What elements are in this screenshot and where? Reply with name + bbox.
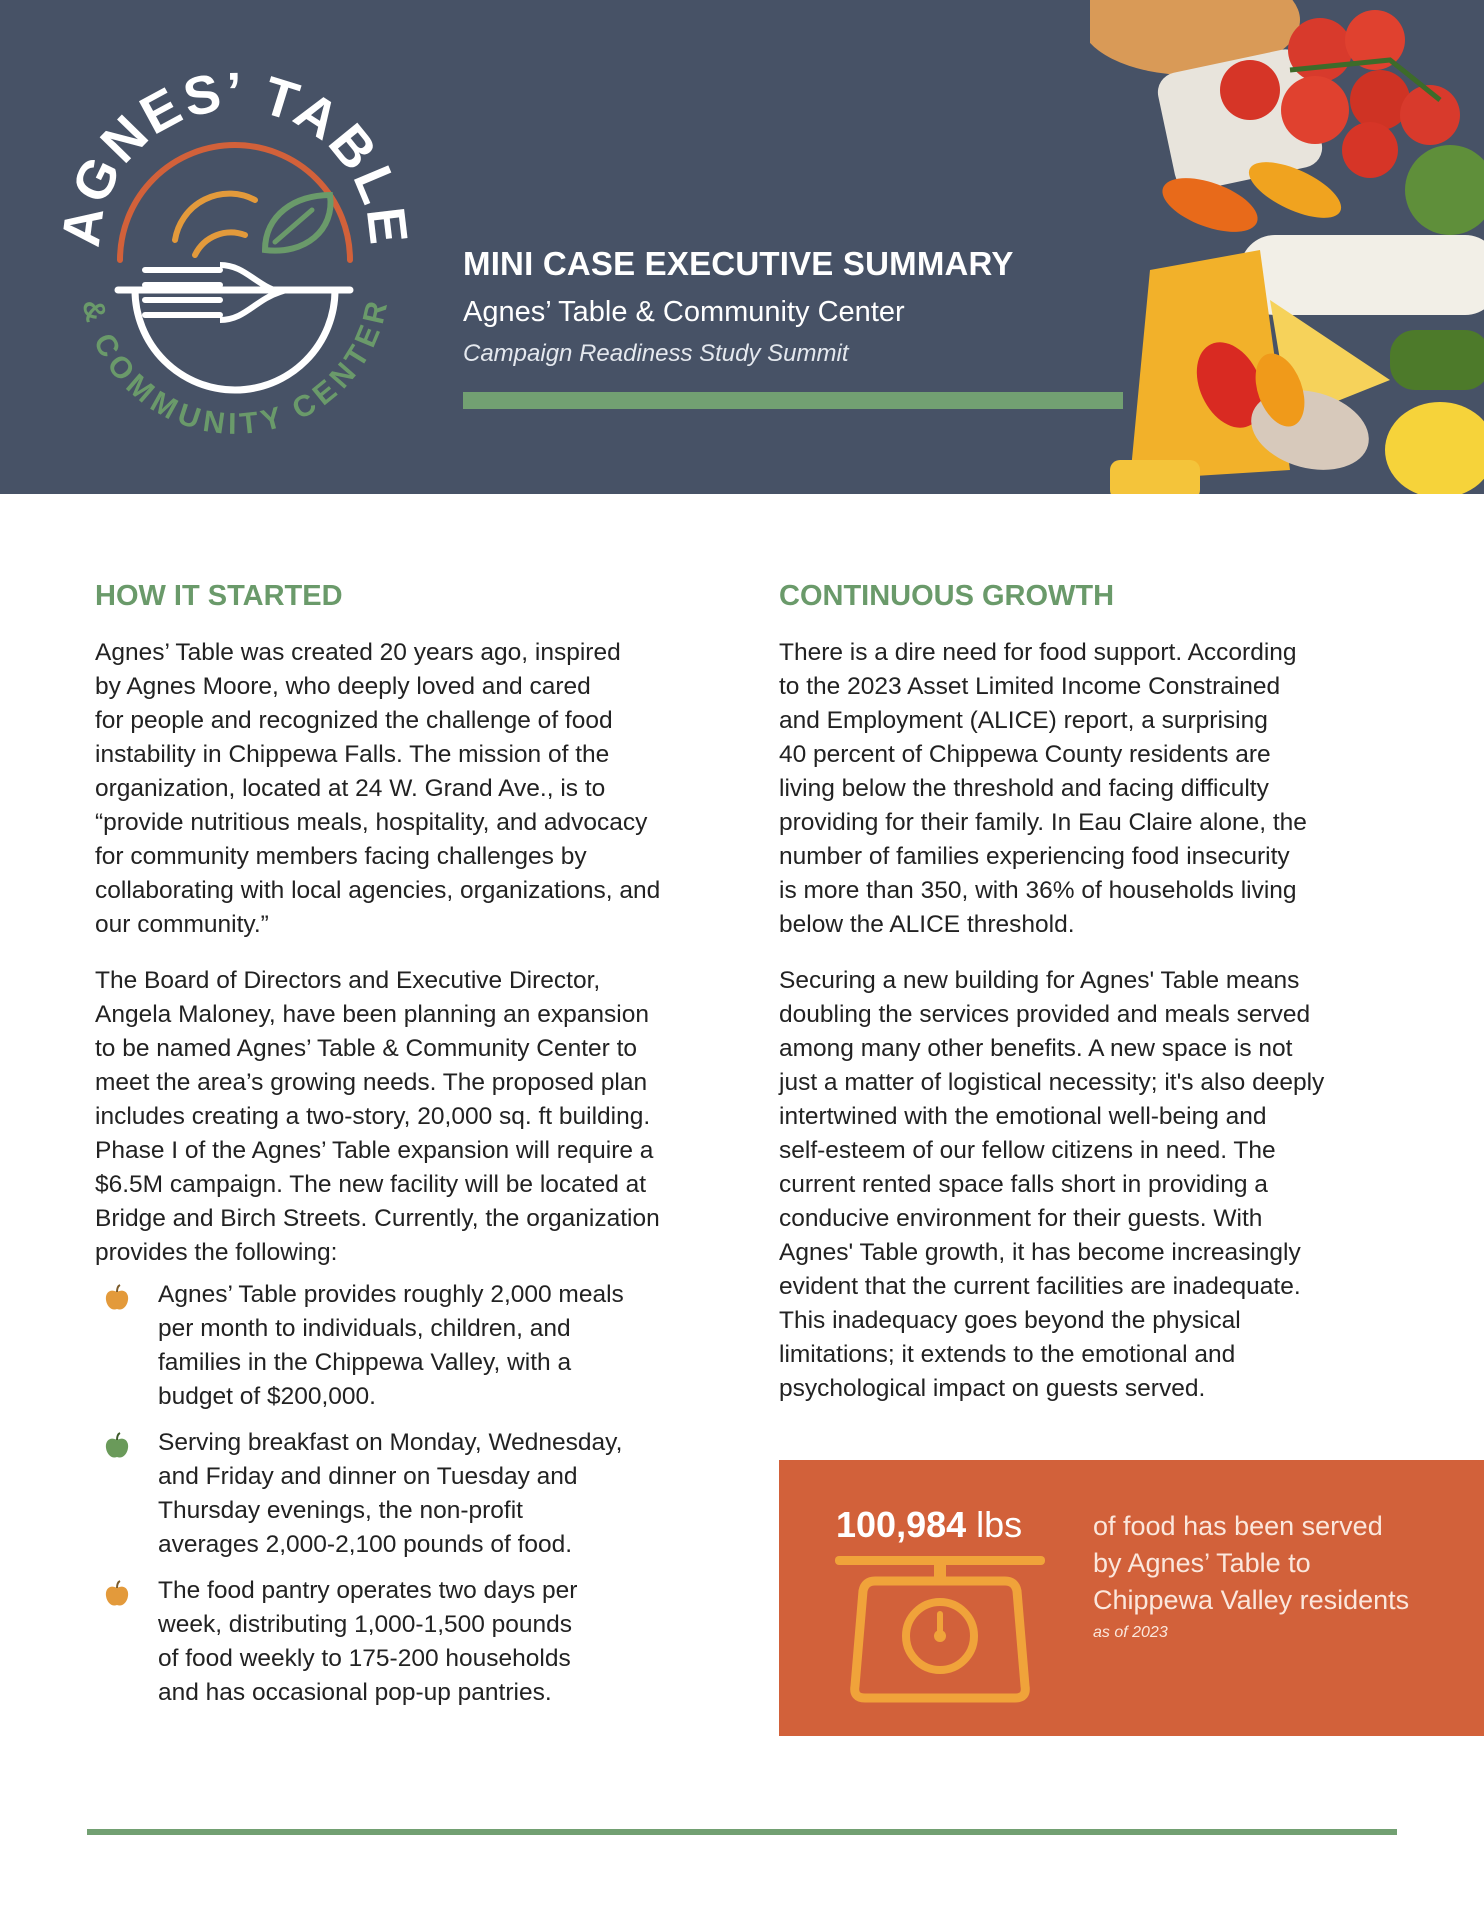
text-line: Agnes’ Table was created 20 years ago, inspired — [95, 639, 621, 666]
text-line: for people and recognized the challenge of food — [95, 707, 613, 734]
text-line: includes creating a two-story, 20,000 sq. ft building. — [95, 1103, 651, 1130]
text-line: Bridge and Birch Streets. Currently, the organization — [95, 1205, 660, 1232]
heading-continuous-growth: CONTINUOUS GROWTH — [779, 580, 1115, 612]
list-item — [95, 1426, 695, 1562]
groceries-image — [1090, 0, 1484, 494]
text-line: and Friday and dinner on Tuesday and — [158, 1463, 578, 1490]
text-line: averages 2,000-2,100 pounds of food. — [158, 1531, 573, 1558]
services-list — [95, 1278, 695, 1722]
event-name: Campaign Readiness Study Summit — [463, 340, 849, 367]
text-line: week, distributing 1,000-1,500 pounds — [158, 1611, 573, 1638]
text-line: provides the following: — [95, 1239, 338, 1266]
heading-how-it-started: HOW IT STARTED — [95, 580, 343, 612]
list-item — [95, 1278, 695, 1414]
text-line: Serving breakfast on Monday, Wednesday, — [158, 1429, 623, 1456]
text-line: There is a dire need for food support. According — [779, 639, 1297, 666]
text-line: “provide nutritious meals, hospitality, and advocacy — [95, 809, 648, 836]
continuous-growth-paragraph-1 — [779, 636, 1419, 942]
text-line: is more than 350, with 36% of households living — [779, 877, 1297, 904]
apple-icon — [104, 1284, 130, 1312]
stat-note: as of 2023 — [1093, 1624, 1168, 1641]
text-line: of food weekly to 175-200 households — [158, 1645, 571, 1672]
agnes-table-logo — [50, 70, 420, 440]
text-line: just a matter of logistical necessity; it's also deeply — [779, 1069, 1325, 1096]
header-banner — [0, 0, 1484, 494]
list-item — [95, 1574, 695, 1710]
text-line: organization, located at 24 W. Grand Ave., is to — [95, 775, 606, 802]
text-line: Angela Maloney, have been planning an expansion — [95, 1001, 649, 1028]
text-line: The Board of Directors and Executive Director, — [95, 967, 601, 994]
page-title: MINI CASE EXECUTIVE SUMMARY — [463, 245, 1014, 282]
text-line: Securing a new building for Agnes' Table means — [779, 967, 1300, 994]
text-line: conducive environment for their guests. With — [779, 1205, 1263, 1232]
text-line: number of families experiencing food insecurity — [779, 843, 1290, 870]
text-line: collaborating with local agencies, organizations, and — [95, 877, 661, 904]
text-line: This inadequacy goes beyond the physical — [779, 1307, 1241, 1334]
svg-text:AGNES’ TABLE — [51, 70, 419, 250]
text-line: Chippewa Valley residents — [1093, 1585, 1410, 1615]
text-line: by Agnes’ Table to — [1093, 1548, 1311, 1578]
stat-description — [1093, 1508, 1473, 1619]
text-line: instability in Chippewa Falls. The mission of the — [95, 741, 610, 768]
header-accent-bar — [463, 392, 1123, 409]
stat-number-line — [836, 1504, 1022, 1546]
text-line: self-esteem of our fellow citizens in need. The — [779, 1137, 1276, 1164]
text-line: Agnes' Table growth, it has become increasingly — [779, 1239, 1301, 1266]
organization-name: Agnes’ Table & Community Center — [463, 296, 905, 328]
text-line: to the 2023 Asset Limited Income Constrained — [779, 673, 1281, 700]
text-line: to be named Agnes’ Table & Community Center to — [95, 1035, 638, 1062]
text-line: living below the threshold and facing difficulty — [779, 775, 1269, 802]
text-line: intertwined with the emotional well-being and — [779, 1103, 1267, 1130]
text-line: our community.” — [95, 911, 269, 938]
text-line: Phase I of the Agnes’ Table expansion will require a — [95, 1137, 654, 1164]
text-line: among many other benefits. A new space is not — [779, 1035, 1293, 1062]
text-line: evident that the current facilities are inadequate. — [779, 1273, 1301, 1300]
logo-text-bottom: & COMMUNITY CENTER — [75, 296, 395, 440]
text-line: of food has been served — [1093, 1511, 1383, 1541]
footer-divider — [87, 1829, 1397, 1835]
text-line: for community members facing challenges by — [95, 843, 587, 870]
text-line: doubling the services provided and meals served — [779, 1001, 1311, 1028]
text-line: Agnes’ Table provides roughly 2,000 meals — [158, 1281, 624, 1308]
text-line: providing for their family. In Eau Claire alone, the — [779, 809, 1307, 836]
logo-text-top: AGNES’ TABLE — [50, 70, 420, 251]
text-line: current rented space falls short in providing a — [779, 1171, 1268, 1198]
stat-unit: lbs — [976, 1504, 1023, 1545]
text-line: by Agnes Moore, who deeply loved and cared — [95, 673, 591, 700]
text-line: limitations; it extends to the emotional and — [779, 1341, 1236, 1368]
stat-number: 100,984 — [836, 1504, 967, 1545]
text-line: The food pantry operates two days per — [158, 1577, 578, 1604]
text-line: per month to individuals, children, and — [158, 1315, 571, 1342]
scale-icon — [835, 1556, 1045, 1706]
how-it-started-paragraph-1 — [95, 636, 735, 942]
text-line: and Employment (ALICE) report, a surprising — [779, 707, 1268, 734]
apple-icon — [104, 1432, 130, 1460]
text-line: Thursday evenings, the non-profit — [158, 1497, 523, 1524]
text-line: families in the Chippewa Valley, with a — [158, 1349, 572, 1376]
text-line: below the ALICE threshold. — [779, 911, 1075, 938]
apple-icon — [104, 1580, 130, 1608]
continuous-growth-paragraph-2 — [779, 964, 1419, 1406]
how-it-started-paragraph-2 — [95, 964, 735, 1270]
text-line: $6.5M campaign. The new facility will be located at — [95, 1171, 647, 1198]
text-line: budget of $200,000. — [158, 1383, 376, 1410]
text-line: psychological impact on guests served. — [779, 1375, 1206, 1402]
text-line: meet the area’s growing needs. The proposed plan — [95, 1069, 648, 1096]
text-line: and has occasional pop-up pantries. — [158, 1679, 552, 1706]
food-served-stat-box — [779, 1460, 1484, 1736]
text-line: 40 percent of Chippewa County residents are — [779, 741, 1271, 768]
